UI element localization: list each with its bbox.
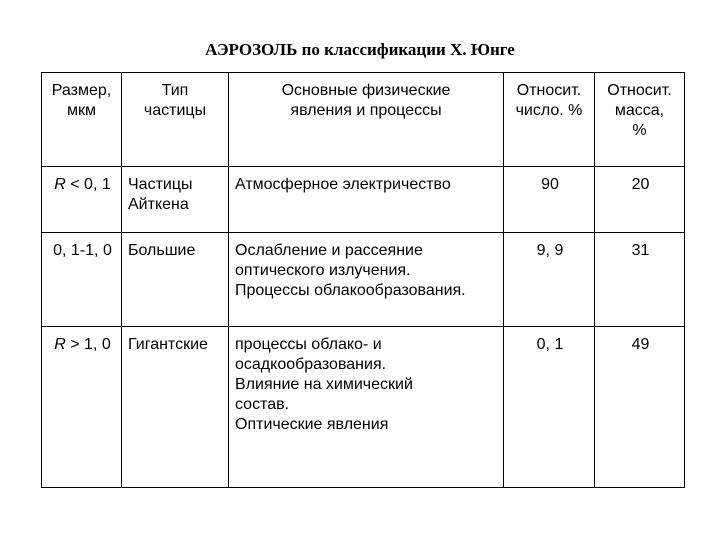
table-row xyxy=(42,233,685,327)
cell-rel-number: 90 xyxy=(504,167,595,233)
size-range: > 1, 0 xyxy=(65,336,111,353)
table-row xyxy=(42,327,685,488)
cell-size xyxy=(42,233,122,327)
header-rel-number: Относит. число. % xyxy=(504,73,595,167)
cell-rel-number: 9, 9 xyxy=(504,233,595,327)
cell-phenomena: Атмосферное электричество xyxy=(229,167,504,233)
size-variable: R xyxy=(54,336,66,353)
page-title: АЭРОЗОЛЬ по классификации Х. Юнге xyxy=(205,40,515,59)
cell-type: Частицы Айткена xyxy=(122,167,229,233)
header-type: Тип частицы xyxy=(122,73,229,167)
header-rel-mass: Относит. масса, % xyxy=(595,73,685,167)
size-range: 0, 1-1, 0 xyxy=(53,242,112,259)
header-size: Размер, мкм xyxy=(42,73,122,167)
cell-rel-mass: 20 xyxy=(595,167,685,233)
size-range: < 0, 1 xyxy=(65,176,111,193)
cell-type: Большие xyxy=(122,233,229,327)
table-row xyxy=(42,167,685,233)
aerosol-classification-table xyxy=(41,72,685,488)
size-variable: R xyxy=(54,176,66,193)
cell-phenomena: процессы облако- и осадкообразования. Влияние на химический состав. Оптические явления xyxy=(229,327,504,488)
cell-size xyxy=(42,327,122,488)
header-phenomena: Основные физические явления и процессы xyxy=(229,73,504,167)
cell-rel-mass: 49 xyxy=(595,327,685,488)
cell-type: Гигантские xyxy=(122,327,229,488)
cell-rel-number: 0, 1 xyxy=(504,327,595,488)
cell-size xyxy=(42,167,122,233)
cell-rel-mass: 31 xyxy=(595,233,685,327)
table-header-row xyxy=(42,73,685,167)
cell-phenomena: Ослабление и рассеяние оптического излучения. Процессы облакообразования. xyxy=(229,233,504,327)
